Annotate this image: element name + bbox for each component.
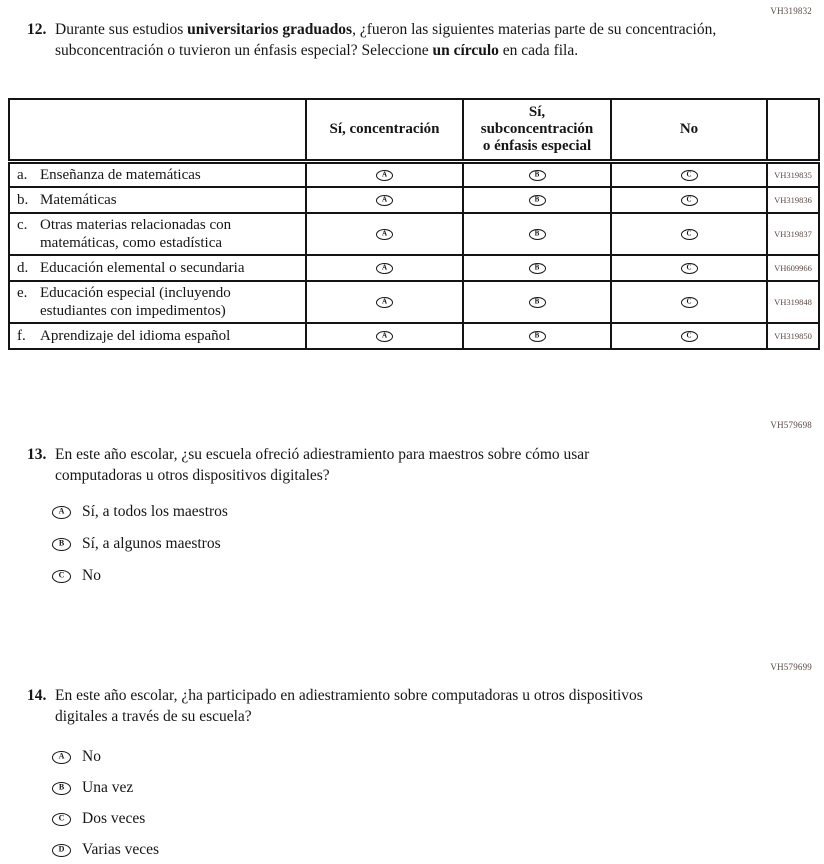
bubble-a[interactable]: A [376, 170, 393, 181]
row-letter: f. [17, 328, 26, 344]
bubble-c[interactable]: C [681, 263, 698, 274]
matrix-row-c [9, 213, 819, 255]
q13-option-row-a [52, 502, 228, 522]
option-bubble-a[interactable]: A [52, 751, 71, 764]
question-12-number: 12. [27, 21, 47, 38]
q14-option-row-a [52, 747, 101, 767]
q12-text-bold: un círculo [432, 42, 499, 59]
q14-option-row-d [52, 840, 159, 860]
question-13-number: 13. [27, 446, 47, 463]
matrix-row-e [9, 281, 819, 323]
matrix-row-b [9, 187, 819, 213]
option-label: Dos veces [82, 810, 146, 827]
row-label [9, 213, 306, 255]
question-14-text: En este año escolar, ¿ha participado en adiestramiento sobre computadoras u otros dispositivos digitales a través de su escuela? [55, 687, 643, 725]
option-label: Sí, a todos los maestros [82, 503, 228, 520]
question-13-text: En este año escolar, ¿su escuela ofreció adiestramiento para maestros sobre cómo usar computadoras u otros dispositivos digitales? [55, 446, 590, 484]
option-bubble-c[interactable]: C [52, 813, 71, 826]
option-label: No [82, 567, 101, 584]
option-label: Varias veces [82, 841, 160, 858]
row-label [9, 281, 306, 323]
item-code: VH319835 [767, 161, 819, 187]
q12-text-bold: universitarios graduados [187, 21, 353, 38]
bubble-c[interactable]: C [681, 331, 698, 342]
q12-text-part: Durante sus estudios [55, 21, 188, 38]
option-bubble-b[interactable]: B [52, 782, 71, 795]
q14-option-row-c [52, 809, 145, 829]
bubble-b[interactable]: B [529, 263, 546, 274]
row-letter: d. [17, 260, 29, 276]
row-letter: b. [17, 192, 29, 208]
option-bubble-b[interactable]: B [52, 538, 71, 551]
bubble-c[interactable]: C [681, 297, 698, 308]
q13-option-row-b [52, 534, 221, 554]
q14-option-row-b [52, 778, 133, 798]
header-line: subconcentración [480, 120, 594, 137]
item-code: VH609966 [767, 255, 819, 281]
matrix-row-f [9, 323, 819, 349]
header-line: o énfasis especial [482, 137, 592, 154]
row-label [9, 187, 306, 213]
bubble-c[interactable]: C [681, 170, 698, 181]
row-label-text: Otras materias relacionadas con matemáticas, como estadística [40, 217, 232, 251]
q13-option-row-c [52, 566, 101, 586]
row-label-text: Aprendizaje del idioma español [40, 328, 231, 344]
bubble-a[interactable]: A [376, 195, 393, 206]
q12-response-matrix [8, 98, 820, 350]
question-14-number: 14. [27, 687, 47, 704]
item-code-q14: VH579699 [770, 662, 812, 672]
item-code: VH319848 [767, 281, 819, 323]
option-bubble-c[interactable]: C [52, 570, 71, 583]
row-label [9, 323, 306, 349]
option-bubble-d[interactable]: D [52, 844, 71, 857]
q12-text-part: en cada fila. [498, 42, 579, 59]
item-code-q12: VH319832 [770, 6, 812, 16]
option-label: No [82, 748, 101, 765]
matrix-row-a [9, 161, 819, 187]
bubble-a[interactable]: A [376, 229, 393, 240]
option-label: Sí, a algunos maestros [82, 535, 221, 552]
header-si-subconcentracion [463, 99, 611, 161]
header-code-blank [767, 99, 819, 161]
bubble-c[interactable]: C [681, 229, 698, 240]
item-code-q13: VH579698 [770, 420, 812, 430]
bubble-c[interactable]: C [681, 195, 698, 206]
item-code: VH319836 [767, 187, 819, 213]
row-letter: c. [17, 217, 28, 233]
question-13 [27, 444, 675, 486]
bubble-b[interactable]: B [529, 229, 546, 240]
matrix-header-row [9, 99, 819, 161]
bubble-a[interactable]: A [376, 331, 393, 342]
row-letter: e. [17, 285, 28, 301]
header-line: Sí, [528, 103, 546, 120]
bubble-b[interactable]: B [529, 195, 546, 206]
bubble-a[interactable]: A [376, 297, 393, 308]
row-label-text: Educación elemental o secundaria [40, 260, 245, 276]
item-code: VH319850 [767, 323, 819, 349]
row-label-text: Educación especial (incluyendo estudiantes con impedimentos) [40, 285, 231, 319]
question-12 [27, 19, 723, 61]
header-no: No [611, 99, 767, 161]
row-label [9, 255, 306, 281]
bubble-b[interactable]: B [529, 170, 546, 181]
bubble-a[interactable]: A [376, 263, 393, 274]
matrix-row-d [9, 255, 819, 281]
option-bubble-a[interactable]: A [52, 506, 71, 519]
row-label-text: Enseñanza de matemáticas [40, 166, 201, 183]
row-label-text: Matemáticas [40, 192, 117, 208]
question-14 [27, 685, 695, 727]
row-label [9, 161, 306, 187]
header-si-concentracion: Sí, concentración [306, 99, 463, 161]
bubble-b[interactable]: B [529, 297, 546, 308]
question-12-text [55, 19, 723, 61]
q12-text-part: , ¿fueron las siguientes materias parte de su concentración, subconcentración o tuvieron un énfasis especial? Seleccione [55, 21, 717, 59]
header-blank [9, 99, 306, 161]
bubble-b[interactable]: B [529, 331, 546, 342]
row-letter: a. [17, 166, 28, 183]
option-label: Una vez [82, 779, 134, 796]
item-code: VH319837 [767, 213, 819, 255]
